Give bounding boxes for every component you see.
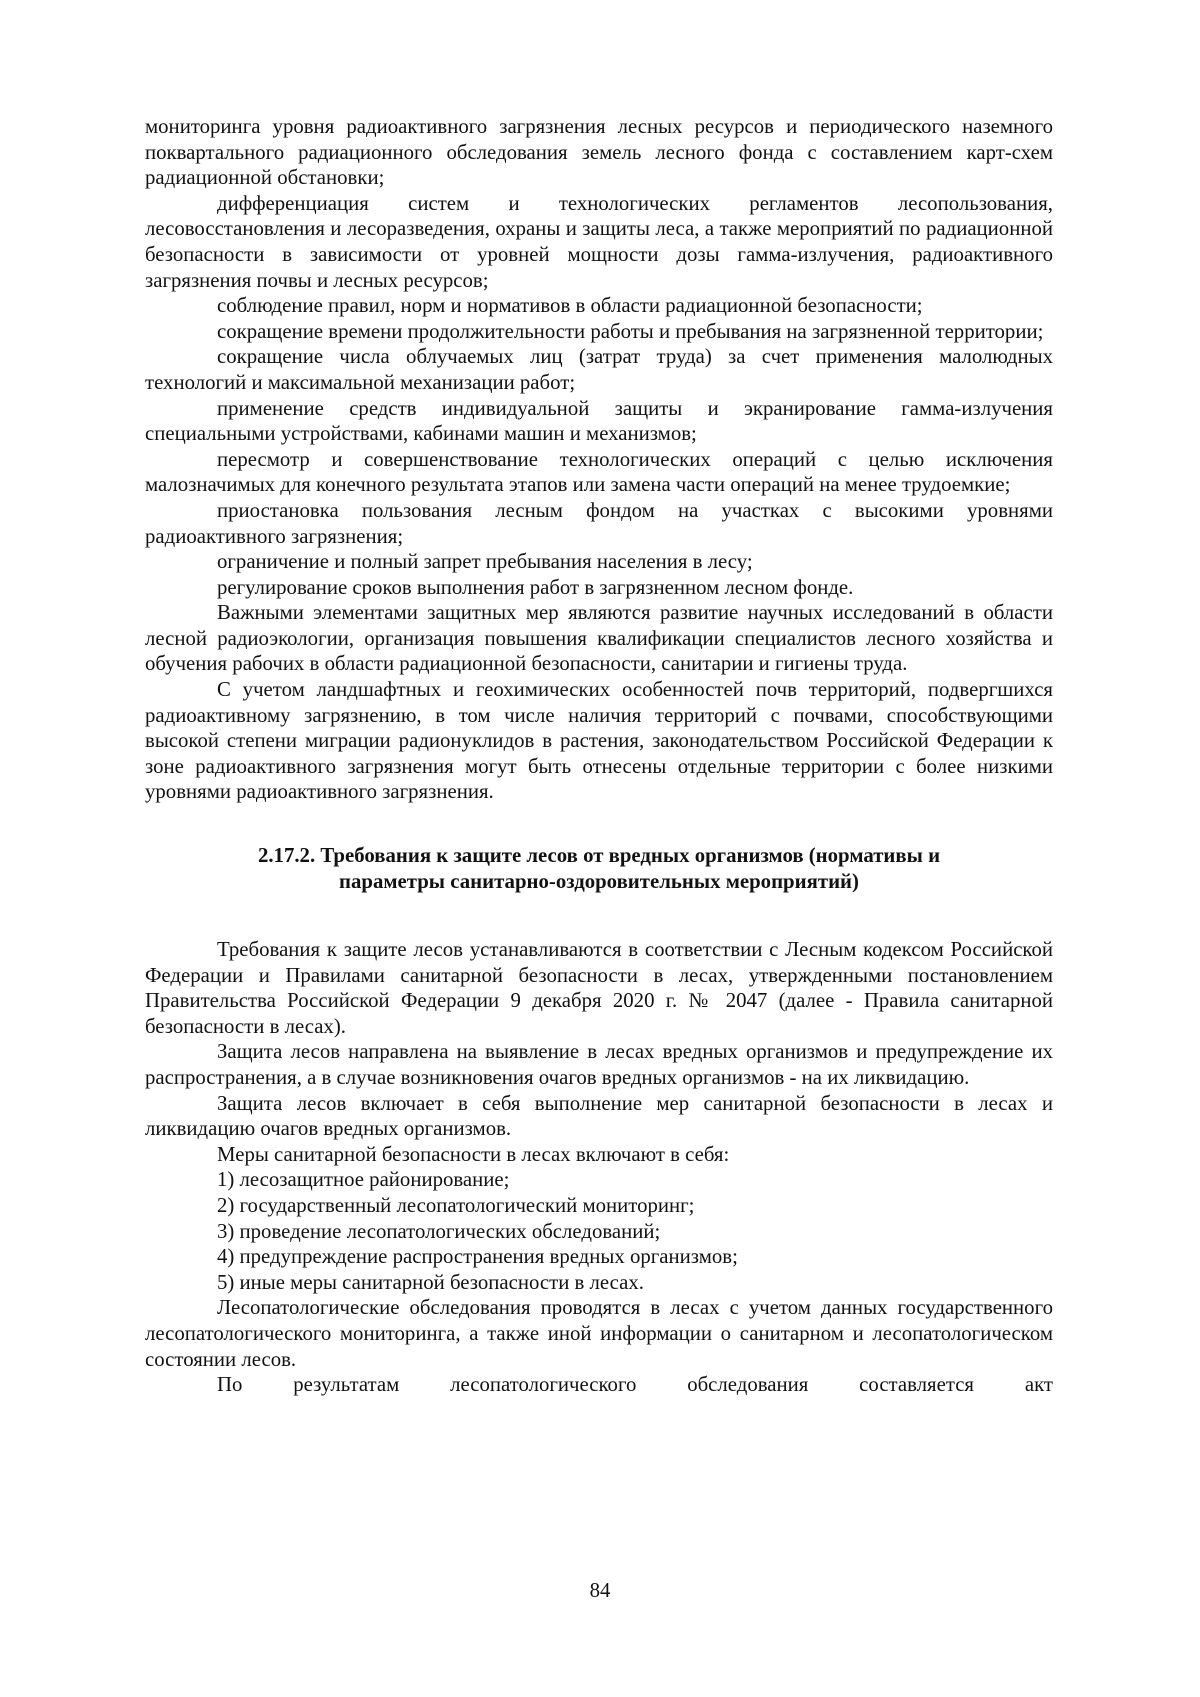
paragraph: применение средств индивидуальной защиты и экранирование гамма-излучения специальными устройствами, кабинами машин и механизмов; [145,396,1053,446]
paragraph: Требования к защите лесов устанавливаются в соответствии с Лесным кодексом Российской Федерации и Правилами санитарной безопасности в лесах, утвержденными постановлением Правительства Российской Федерации 9 декабря 2020 г. № 2047 (далее - Правила санитарной безопасности в лесах). [145,938,1053,1038]
page-number: 84 [589,1579,611,1602]
section-forest-protection [145,937,1053,1398]
paragraph: Лесопатологические обследования проводятся в лесах с учетом данных государственного лесопатологического мониторинга, а также иной информации о санитарном и лесопатологическом состоянии лесов. [145,1296,1053,1371]
paragraph: Защита лесов включает в себя выполнение мер санитарной безопасности в лесах и ликвидацию очагов вредных организмов. [145,1091,1053,1141]
paragraph: Важными элементами защитных мер являются развитие научных исследований в области лесной радиоэкологии, организация повышения квалификации специалистов лесного хозяйства и обучения рабочих в области радиационной безопасности, санитарии и гигиены труда. [145,601,1053,676]
paragraph: По результатам лесопатологического обследования составляется акт [217,1373,1053,1397]
paragraph: пересмотр и совершенствование технологических операций с целью исключения малозначимых для конечного результата этапов или замена части операций на менее трудоемкие; [145,447,1053,497]
document-body [145,114,1053,1398]
paragraph: дифференциация систем и технологических регламентов лесопользования, лесовосстановления и лесоразведения, охраны и защиты леса, а также мероприятий по радиационной безопасности в зависимости от уровней мощности дозы гамма-излучения, радиоактивного загрязнения почвы и лесных ресурсов; [145,191,1053,292]
list-item: 4) предупреждение распространения вредных организмов; [217,1245,738,1269]
paragraph: приостановка пользования лесным фондом на участках с высокими уровнями радиоактивного загрязнения; [145,498,1053,548]
paragraph: мониторинга уровня радиоактивного загрязнения лесных ресурсов и периодического наземного поквартального радиационного обследования земель лесного фонда с составлением карт-схем радиационной обстановки; [145,115,1053,190]
list-item: 1) лесозащитное районирование; [217,1168,510,1192]
list-item: 5) иные меры санитарной безопасности в лесах. [217,1270,644,1294]
section-heading [145,843,1053,895]
paragraph: С учетом ландшафтных и геохимических особенностей почв территорий, подвергшихся радиоактивному загрязнению, в том числе наличия территорий с почвами, способствующими высокой степени миграции радионуклидов в растения, законодательством Российской Федерации к зоне радиоактивного загрязнения могут быть отнесены отдельные территории с более низкими уровнями радиоактивного загрязнения. [145,678,1053,804]
section-heading-line-1: 2.17.2. Требования к защите лесов от вредных организмов (нормативы и [257,844,941,868]
paragraph: сокращение времени продолжительности работы и пребывания на загрязненной территории; [217,319,1044,343]
paragraph: Защита лесов направлена на выявление в лесах вредных организмов и предупреждение их распространения, а в случае возникновения очагов вредных организмов - на их ликвидацию. [145,1040,1053,1089]
list-item: 3) проведение лесопатологических обследований; [217,1219,661,1243]
list-item: 2) государственный лесопатологический мониторинг; [217,1193,695,1217]
section-radiation-measures [145,114,1053,805]
section-heading-line-2: параметры санитарно-оздоровительных мероприятий) [339,870,859,894]
paragraph: ограничение и полный запрет пребывания населения в лесу; [217,550,753,574]
paragraph: сокращение числа облучаемых лиц (затрат труда) за счет применения малолюдных технологий и максимальной механизации работ; [145,345,1053,394]
paragraph: регулирование сроков выполнения работ в загрязненном лесном фонде. [217,575,854,599]
paragraph: соблюдение правил, норм и нормативов в области радиационной безопасности; [217,294,923,318]
paragraph: Меры санитарной безопасности в лесах включают в себя: [217,1142,730,1166]
